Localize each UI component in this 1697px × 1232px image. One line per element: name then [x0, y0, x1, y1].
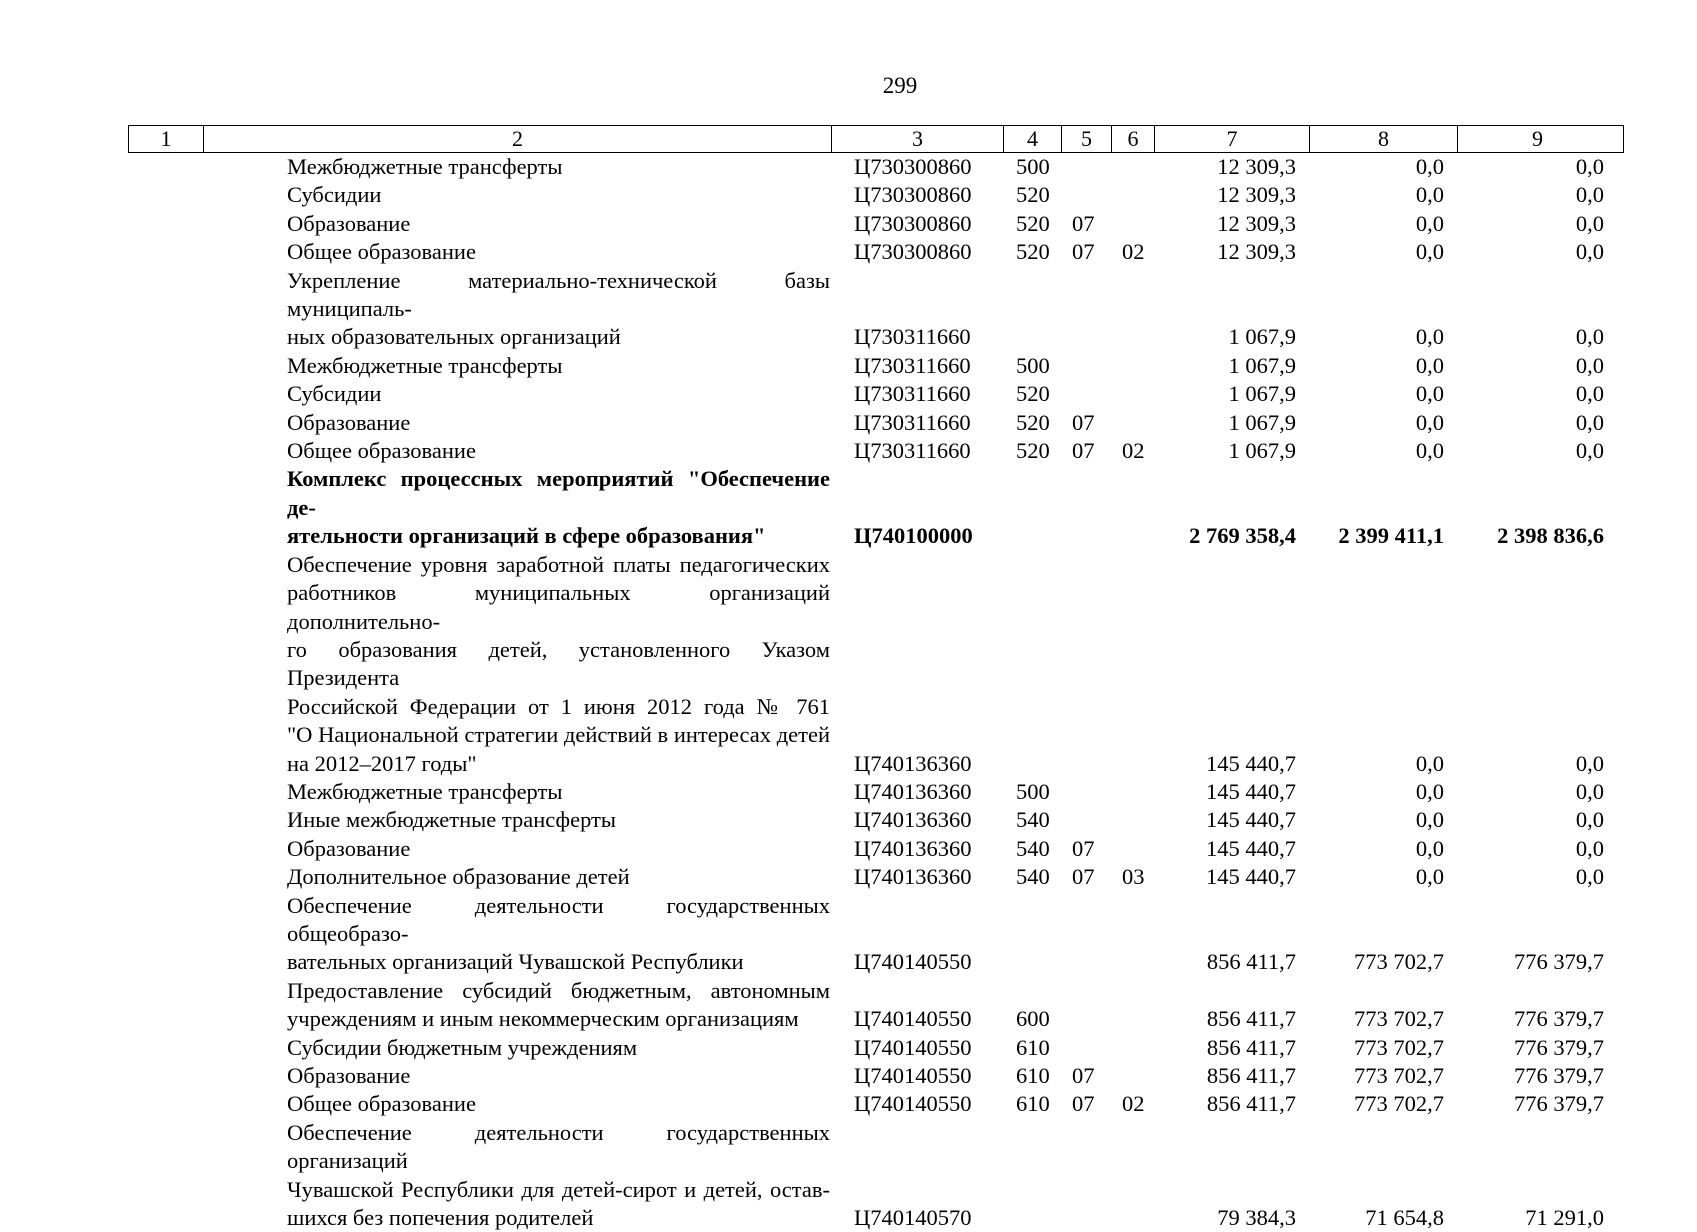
row-description: [202, 153, 830, 181]
row-code: Ц730300860: [854, 182, 972, 208]
row-value-7: 145 440,7: [1206, 778, 1296, 804]
row-value-9: 0,0: [1575, 864, 1604, 890]
row-expense-type: 520: [1016, 210, 1050, 236]
description-line: работников муниципальных организаций дополнительно-: [287, 580, 830, 634]
row-value-9: 0,0: [1575, 835, 1604, 861]
description-line: Межбюджетные трансферты: [287, 778, 563, 804]
row-value-8: 2 399 411,1: [1338, 523, 1444, 549]
description-line: Межбюджетные трансферты: [287, 352, 563, 378]
description-line: Иные межбюджетные трансферты: [287, 807, 617, 833]
row-value-7: 856 411,7: [1206, 1006, 1296, 1032]
row-value-7: 1 067,9: [1228, 409, 1296, 435]
row-value-9: 0,0: [1575, 778, 1604, 804]
row-code: Ц740136360: [854, 835, 972, 861]
table-row: [128, 210, 1624, 238]
table-row: [128, 551, 1624, 778]
description-line: Комплекс процессных мероприятий "Обеспечение де-: [287, 466, 830, 520]
row-code: Ц730300860: [854, 210, 972, 236]
row-value-7: 2 769 358,4: [1189, 523, 1296, 549]
description-line: учреждениям и иным некоммерческим организациям: [287, 1006, 799, 1032]
row-value-9: 776 379,7: [1514, 1006, 1604, 1032]
row-code: Ц740140550: [854, 1006, 972, 1032]
table-row: [128, 1119, 1624, 1232]
header-col-9: 9: [1457, 126, 1617, 152]
table-header: [128, 125, 1624, 153]
row-value-8: 773 702,7: [1354, 1063, 1444, 1088]
description-line: ятельности организаций в сфере образования": [287, 523, 766, 549]
row-expense-type: 610: [1016, 1063, 1050, 1088]
row-code: Ц730311660: [854, 352, 971, 378]
row-value-8: 773 702,7: [1354, 1034, 1444, 1060]
row-value-8: 0,0: [1415, 210, 1444, 236]
row-value-7: 1 067,9: [1228, 438, 1296, 464]
row-section: 07: [1072, 409, 1095, 435]
description-line: Укрепление материально-технической базы муниципаль-: [287, 267, 830, 322]
row-value-7: 12 309,3: [1217, 182, 1296, 208]
row-value-8: 0,0: [1415, 239, 1444, 265]
header-col-3: 3: [831, 126, 1003, 152]
description-line: Общее образование: [287, 1091, 476, 1117]
row-value-9: 2 398 836,6: [1497, 523, 1604, 549]
row-expense-type: 610: [1016, 1091, 1050, 1117]
row-value-9: 0,0: [1575, 438, 1604, 464]
row-value-8: 0,0: [1415, 864, 1444, 890]
row-code: Ц730311660: [854, 438, 971, 464]
row-description: [202, 977, 830, 1034]
row-value-7: 12 309,3: [1217, 210, 1296, 236]
row-value-8: 0,0: [1415, 182, 1444, 208]
table-row: [128, 778, 1624, 806]
row-value-7: 856 411,7: [1206, 1063, 1296, 1088]
row-value-7: 12 309,3: [1217, 239, 1296, 265]
table-row: [128, 267, 1624, 352]
row-value-9: 0,0: [1575, 807, 1604, 833]
description-line: Межбюджетные трансферты: [287, 154, 563, 179]
description-line: Образование: [287, 1063, 411, 1088]
row-value-7: 145 440,7: [1206, 750, 1296, 776]
header-col-7: 7: [1154, 126, 1309, 152]
table-row: [128, 380, 1624, 408]
row-value-7: 145 440,7: [1206, 864, 1296, 890]
row-expense-type: 520: [1016, 409, 1050, 435]
table-row: [128, 977, 1624, 1034]
row-value-8: 0,0: [1415, 324, 1444, 350]
table-row: [128, 1090, 1624, 1118]
row-description: [202, 409, 830, 437]
row-value-9: 0,0: [1575, 210, 1604, 236]
row-value-9: 0,0: [1575, 750, 1604, 776]
row-description: [202, 1090, 830, 1118]
row-value-9: 0,0: [1575, 409, 1604, 435]
row-subsection: 03: [1122, 864, 1145, 890]
row-value-9: 0,0: [1575, 381, 1604, 407]
row-description: [202, 437, 830, 465]
row-description: [202, 551, 830, 778]
row-expense-type: 520: [1016, 239, 1050, 265]
table-row: [128, 181, 1624, 209]
table-row: [128, 153, 1624, 181]
row-description: [202, 181, 830, 209]
header-col-5: 5: [1061, 126, 1111, 152]
header-col-4: 4: [1003, 126, 1061, 152]
row-description: [202, 1119, 830, 1232]
row-value-9: 0,0: [1575, 352, 1604, 378]
description-line: Образование: [287, 835, 411, 861]
row-code: Ц730311660: [854, 381, 971, 407]
row-value-9: 0,0: [1575, 324, 1604, 350]
table-row: [128, 835, 1624, 863]
row-subsection: 02: [1122, 1091, 1145, 1117]
row-description: [202, 238, 830, 266]
table-row: [128, 437, 1624, 465]
description-line: Общее образование: [287, 239, 476, 265]
row-code: Ц740140550: [854, 1063, 972, 1088]
description-line: Чувашской Республики для детей-сирот и детей, остав-: [287, 1176, 830, 1202]
row-code: Ц730311660: [854, 324, 971, 350]
row-code: Ц740140550: [854, 1091, 972, 1117]
header-col-6: 6: [1111, 126, 1154, 152]
row-value-9: 0,0: [1575, 182, 1604, 208]
row-value-8: 773 702,7: [1354, 1006, 1444, 1032]
row-code: Ц740140550: [854, 949, 972, 975]
row-subsection: 02: [1122, 438, 1145, 464]
row-description: [202, 1062, 830, 1090]
row-value-8: 0,0: [1415, 750, 1444, 776]
row-description: [202, 892, 830, 977]
row-code: Ц740140550: [854, 1034, 972, 1060]
row-section: 07: [1072, 1091, 1095, 1117]
description-line: шихся без попечения родителей: [287, 1205, 594, 1231]
row-value-9: 0,0: [1575, 154, 1604, 179]
row-expense-type: 500: [1016, 778, 1050, 804]
header-col-1: 1: [160, 126, 172, 151]
row-value-8: 773 702,7: [1354, 949, 1444, 975]
row-value-9: 776 379,7: [1514, 1091, 1604, 1117]
budget-table: [128, 125, 1624, 1232]
description-line: Обеспечение деятельности государственных общеобразо-: [287, 892, 830, 946]
row-value-9: 776 379,7: [1514, 1063, 1604, 1088]
table-body: [128, 153, 1624, 1232]
row-expense-type: 540: [1016, 807, 1050, 833]
row-value-8: 0,0: [1415, 352, 1444, 378]
description-line: Образование: [287, 409, 411, 435]
row-value-8: 0,0: [1415, 807, 1444, 833]
row-value-7: 145 440,7: [1206, 807, 1296, 833]
table-row: [128, 806, 1624, 834]
row-value-9: 0,0: [1575, 239, 1604, 265]
row-description: [202, 210, 830, 238]
row-value-7: 856 411,7: [1206, 1091, 1296, 1117]
row-value-9: 776 379,7: [1514, 949, 1604, 975]
row-value-9: 71 291,0: [1525, 1205, 1604, 1231]
description-line: Образование: [287, 210, 411, 236]
row-description: [202, 380, 830, 408]
table-row: [128, 465, 1624, 550]
row-code: Ц740140570: [854, 1205, 972, 1231]
row-description: [202, 778, 830, 806]
row-description: [202, 1034, 830, 1062]
row-code: Ц730300860: [854, 239, 972, 265]
row-code: Ц740136360: [854, 807, 972, 833]
row-section: 07: [1072, 864, 1095, 890]
description-line: Субсидии: [287, 381, 382, 407]
row-expense-type: 500: [1016, 352, 1050, 378]
row-description: [202, 352, 830, 380]
row-subsection: 02: [1122, 239, 1145, 265]
row-expense-type: 520: [1016, 438, 1050, 464]
row-code: Ц740136360: [854, 750, 972, 776]
row-value-8: 0,0: [1415, 778, 1444, 804]
description-line: Обеспечение уровня заработной платы педагогических: [287, 551, 830, 577]
description-line: Общее образование: [287, 438, 476, 464]
row-description: [202, 835, 830, 863]
row-expense-type: 540: [1016, 835, 1050, 861]
description-line: Предоставление субсидий бюджетным, автономным: [287, 977, 830, 1003]
row-value-8: 0,0: [1415, 409, 1444, 435]
row-value-8: 71 654,8: [1365, 1205, 1444, 1231]
table-row: [128, 1034, 1624, 1062]
row-description: [202, 806, 830, 834]
table-row: [128, 892, 1624, 977]
row-expense-type: 500: [1016, 154, 1050, 179]
table-row: [128, 238, 1624, 266]
row-value-8: 773 702,7: [1354, 1091, 1444, 1117]
description-line: на 2012–2017 годы": [287, 750, 477, 776]
row-section: 07: [1072, 1063, 1095, 1088]
description-line: вательных организаций Чувашской Республики: [287, 949, 744, 975]
description-line: Дополнительное образование детей: [287, 864, 630, 890]
row-value-7: 1 067,9: [1228, 324, 1296, 350]
row-section: 07: [1072, 239, 1095, 265]
row-code: Ц740136360: [854, 864, 972, 890]
row-value-8: 0,0: [1415, 381, 1444, 407]
table-row: [128, 352, 1624, 380]
row-value-7: 1 067,9: [1228, 352, 1296, 378]
row-value-7: 12 309,3: [1217, 154, 1296, 179]
row-expense-type: 520: [1016, 381, 1050, 407]
page-number: 299: [882, 73, 918, 98]
row-expense-type: 520: [1016, 182, 1050, 208]
row-code: Ц730300860: [854, 154, 972, 179]
table-row: [128, 1062, 1624, 1090]
row-expense-type: 540: [1016, 864, 1050, 890]
row-description: [202, 267, 830, 352]
row-section: 07: [1072, 835, 1095, 861]
table-row: [128, 863, 1624, 891]
description-line: го образования детей, установленного Указом Президента: [287, 636, 830, 691]
row-value-8: 0,0: [1415, 154, 1444, 179]
description-line: Субсидии: [287, 182, 382, 208]
row-value-7: 145 440,7: [1206, 835, 1296, 861]
row-value-7: 856 411,7: [1206, 1034, 1296, 1060]
row-code: Ц740136360: [854, 778, 972, 804]
row-code: Ц740100000: [854, 523, 973, 549]
row-value-9: 776 379,7: [1514, 1034, 1604, 1060]
description-line: "О Национальной стратегии действий в интересах детей: [287, 722, 830, 748]
row-section: 07: [1072, 438, 1095, 464]
row-description: [202, 465, 830, 550]
row-expense-type: 600: [1016, 1006, 1050, 1032]
description-line: Российской Федерации от 1 июня 2012 года № 761: [287, 693, 830, 719]
description-line: Обеспечение деятельности государственных организаций: [287, 1119, 830, 1174]
header-col-8: 8: [1309, 126, 1457, 152]
row-value-7: 856 411,7: [1206, 949, 1296, 975]
row-value-8: 0,0: [1415, 835, 1444, 861]
row-section: 07: [1072, 210, 1095, 236]
description-line: ных образовательных организаций: [287, 324, 621, 350]
row-value-8: 0,0: [1415, 438, 1444, 464]
table-row: [128, 409, 1624, 437]
row-value-7: 1 067,9: [1228, 381, 1296, 407]
row-expense-type: 610: [1016, 1034, 1050, 1060]
row-description: [202, 863, 830, 891]
row-value-7: 79 384,3: [1217, 1205, 1296, 1231]
header-col-2: 2: [203, 126, 831, 152]
row-code: Ц730311660: [854, 409, 971, 435]
description-line: Субсидии бюджетным учреждениям: [287, 1034, 638, 1060]
